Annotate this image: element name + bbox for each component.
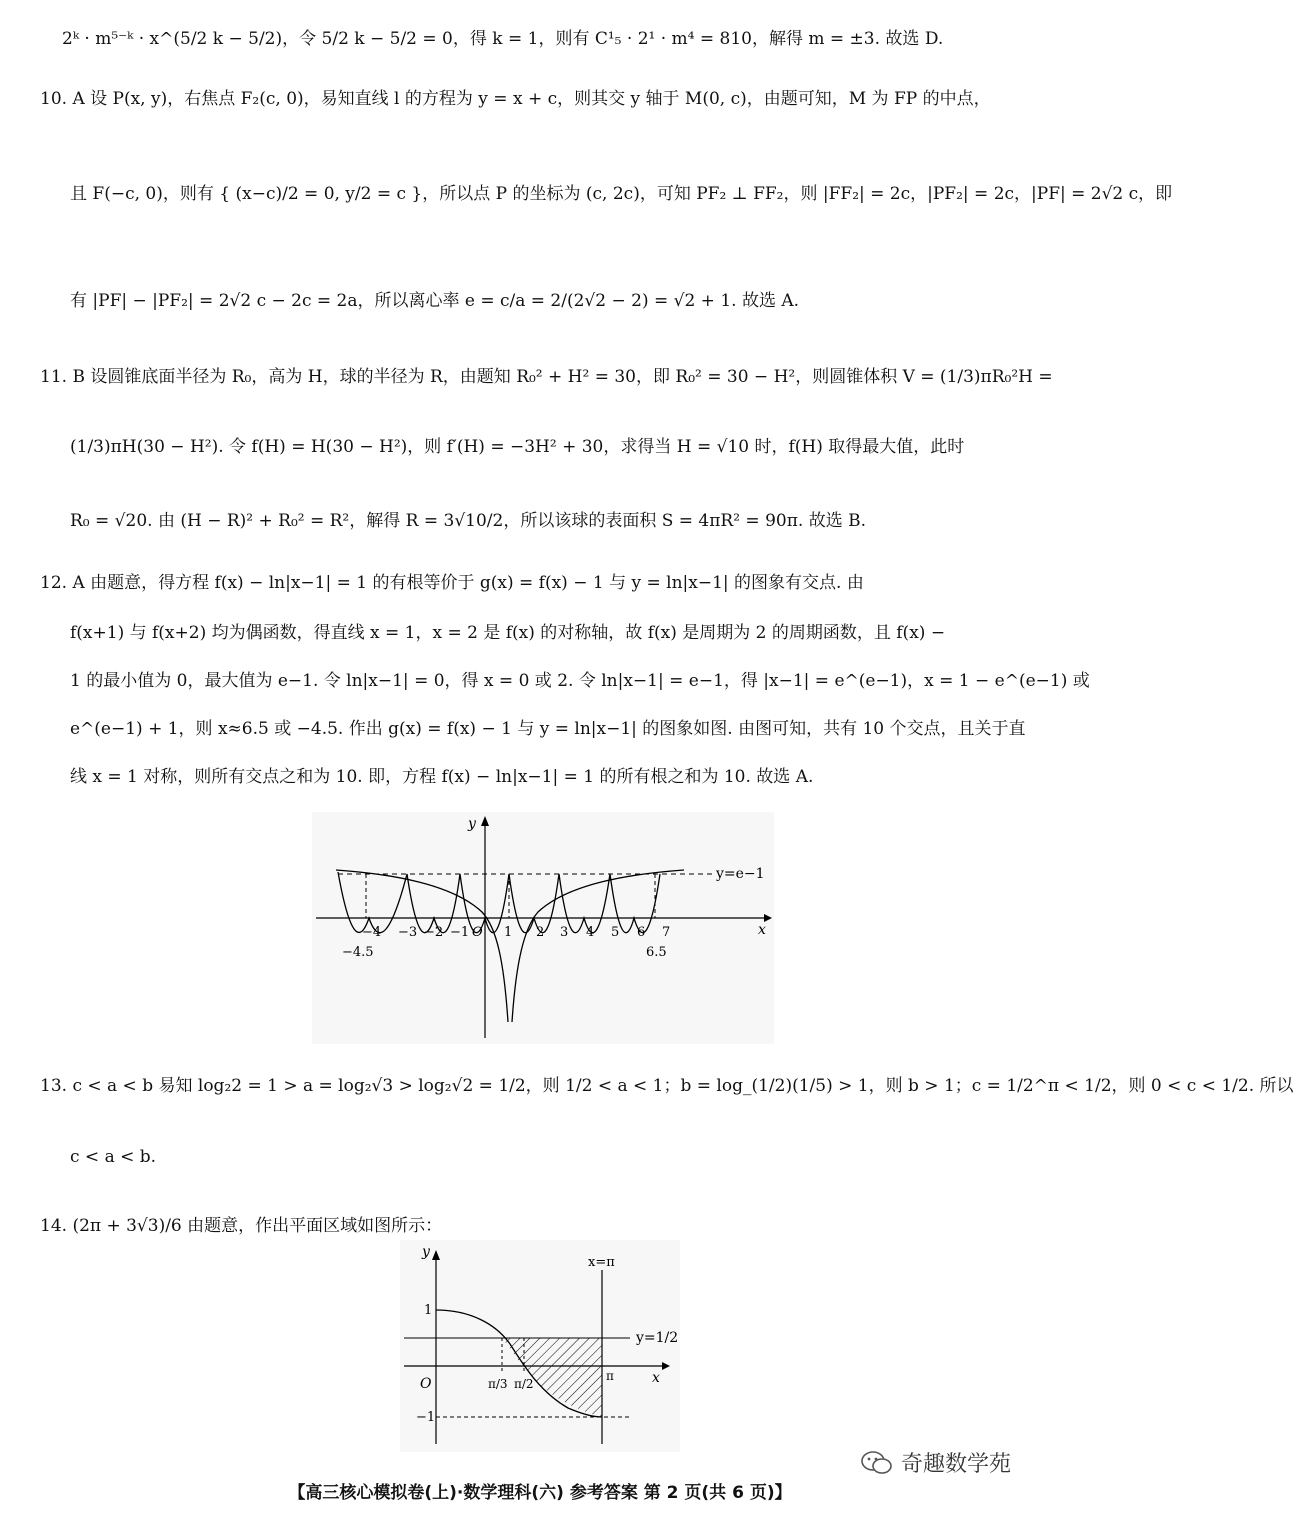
axis-label-x: x	[652, 1370, 660, 1386]
axis-label-y: y	[468, 816, 476, 832]
y-tick-minus-1: −1	[416, 1410, 436, 1425]
text-line-15: 14. (2π + 3√3)/6 由题意，作出平面区域如图所示：	[40, 1216, 443, 1236]
tick-minus-4-5: −4.5	[342, 945, 374, 960]
text-line-2: 10. A 设 P(x, y)，右焦点 F₂(c, 0)，易知直线 l 的方程为 y = x + c，则其交 y 轴于 M(0, c)，由题可知，M 为 FP 的中点，	[40, 89, 991, 109]
x-tick-pi: π	[606, 1369, 614, 1383]
tick-6-5: 6.5	[646, 945, 667, 960]
tick-7: 7	[662, 925, 671, 940]
tick-2: 2	[536, 925, 545, 940]
tick-1: 1	[504, 925, 513, 940]
text-line-13: 13. c < a < b 易知 log₂2 = 1 > a = log₂√3 > log₂√2 = 1/2，则 1/2 < a < 1；b = log_(1/2)(1/5) > 1，则 b > 1；c = 1/2^π < 1/2，则 0 < c < 1/2. 所以	[40, 1076, 1294, 1096]
tick-minus-4: −4	[362, 925, 382, 940]
vline-label: x=π	[588, 1255, 615, 1270]
watermark	[860, 1447, 1011, 1478]
text-line-6: (1/3)πH(30 − H²). 令 f(H) = H(30 − H²)，则 f′(H) = −3H² + 30，求得当 H = √10 时，f(H) 取得最大值，此时	[70, 437, 965, 457]
origin-label: O	[420, 1376, 432, 1392]
text-line-3: 且 F(−c, 0)，则有 { (x−c)/2 = 0, y/2 = c }，所以点 P 的坐标为 (c, 2c)，可知 PF₂ ⊥ FF₂，则 |FF₂| = 2c，|PF₂| = 2c，|PF| = 2√2 c，即	[70, 184, 1173, 204]
text-line-12: 线 x = 1 对称，则所有交点之和为 10. 即，方程 f(x) − ln|x−1| = 1 的所有根之和为 10. 故选 A.	[70, 767, 814, 787]
y-tick-1: 1	[424, 1303, 433, 1318]
text-line-1: 2ᵏ · m⁵⁻ᵏ · x^(5/2 k − 5/2)，令 5/2 k − 5/2 = 0，得 k = 1，则有 C¹₅ · 2¹ · m⁴ = 810，解得 m = ±3. 故选 D.	[62, 29, 944, 49]
figure-plane-region	[400, 1240, 680, 1452]
axis-label-x: x	[758, 922, 766, 938]
figure-intersection-graph	[312, 812, 774, 1044]
origin-label: O	[472, 925, 483, 940]
text-line-5: 11. B 设圆锥底面半径为 R₀，高为 H，球的半径为 R，由题知 R₀² + H² = 30，即 R₀² = 30 − H²，则圆锥体积 V = (1/3)πR₀²H =	[40, 367, 1053, 387]
curve-label: y=e−1	[716, 866, 765, 882]
tick-minus-3: −3	[398, 925, 418, 940]
tick-4: 4	[586, 925, 595, 940]
tick-5: 5	[611, 925, 620, 940]
hline-label: y=1/2	[636, 1330, 679, 1346]
tick-3: 3	[560, 925, 569, 940]
tick-minus-1: −1	[450, 925, 470, 940]
watermark-text: 奇趣数学苑	[901, 1452, 1012, 1477]
tick-6: 6	[637, 925, 646, 940]
tick-minus-2: −2	[424, 925, 444, 940]
x-tick-pi-3: π/3	[488, 1377, 508, 1391]
text-line-4: 有 |PF| − |PF₂| = 2√2 c − 2c = 2a，所以离心率 e = c/a = 2/(2√2 − 2) = √2 + 1. 故选 A.	[70, 291, 800, 311]
text-line-14: c < a < b.	[70, 1147, 157, 1167]
axis-label-y: y	[422, 1244, 430, 1260]
text-line-9: f(x+1) 与 f(x+2) 均为偶函数，得直线 x = 1，x = 2 是 f(x) 的对称轴，故 f(x) 是周期为 2 的周期函数，且 f(x) −	[70, 623, 946, 643]
text-line-10: 1 的最小值为 0，最大值为 e−1. 令 ln|x−1| = 0，得 x = 0 或 2. 令 ln|x−1| = e−1，得 |x−1| = e^(e−1)，x = 1 − e^(e−1) 或	[70, 671, 1090, 691]
page-footer: 【高三核心模拟卷(上)·数学理科(六) 参考答案 第 2 页(共 6 页)】	[288, 1483, 792, 1503]
x-tick-pi-2: π/2	[514, 1377, 534, 1391]
text-line-8: 12. A 由题意，得方程 f(x) − ln|x−1| = 1 的有根等价于 g(x) = f(x) − 1 与 y = ln|x−1| 的图象有交点. 由	[40, 573, 864, 593]
text-line-7: R₀ = √20. 由 (H − R)² + R₀² = R²，解得 R = 3√10/2，所以该球的表面积 S = 4πR² = 90π. 故选 B.	[70, 511, 866, 531]
text-line-11: e^(e−1) + 1，则 x≈6.5 或 −4.5. 作出 g(x) = f(x) − 1 与 y = ln|x−1| 的图象如图. 由图可知，共有 10 个交点，且关于直	[70, 719, 1026, 739]
chat-bubble-icon	[860, 1449, 894, 1477]
